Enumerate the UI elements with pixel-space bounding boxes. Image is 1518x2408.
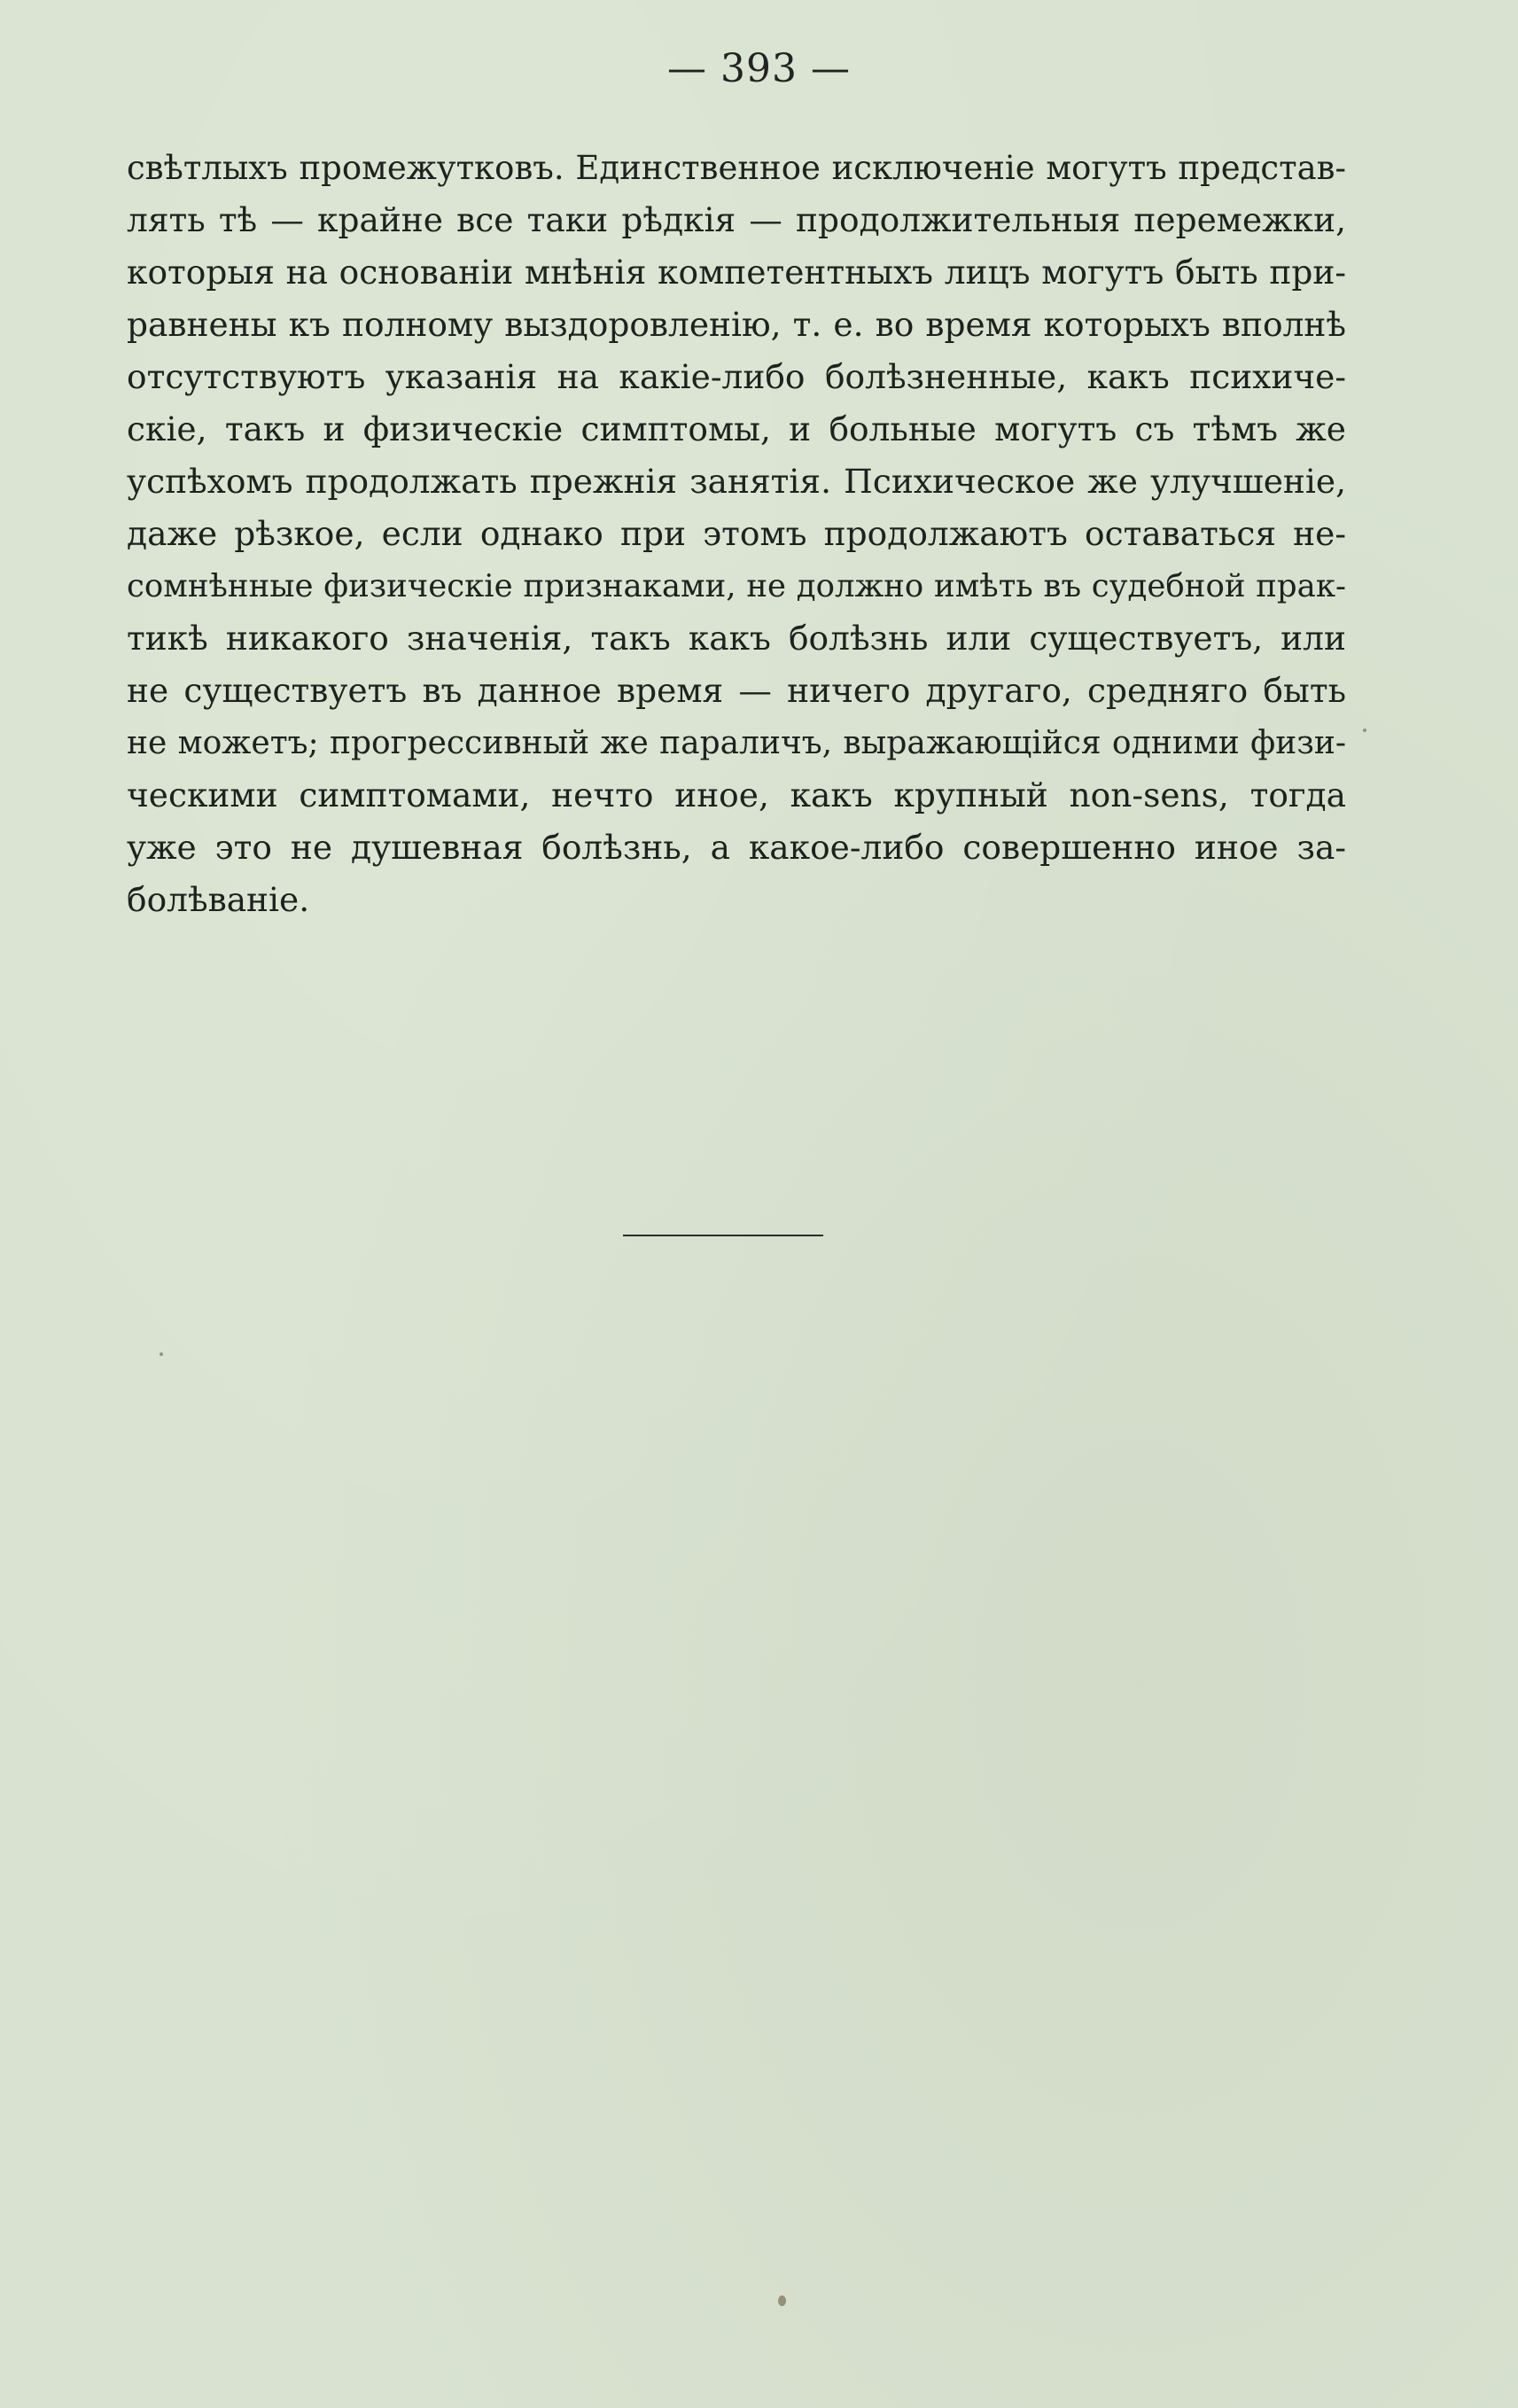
- text-line-last: болѣванiе.: [127, 880, 310, 919]
- text-line: лять тѣ — крайне все таки рѣдкiя — продолжительныя перемежки,: [127, 200, 1346, 239]
- paper-speck: [160, 1352, 163, 1356]
- text-line: ческими симптомами, нечто иное, какъ крупный non-sens, тогда: [127, 775, 1346, 814]
- text-line: скiе, такъ и физическiе симптомы, и больные могутъ съ тѣмъ же: [127, 409, 1346, 448]
- text-line: даже рѣзкое, если однако при этомъ продолжаютъ оставаться не-: [127, 514, 1346, 553]
- text-line: не можетъ; прогрессивный же параличъ, выражающiйся одними физи-: [127, 725, 1346, 761]
- text-line: свѣтлыхъ промежутковъ. Единственное исключенiе могутъ представ-: [127, 149, 1346, 187]
- text-line: сомнѣнные физическiе признаками, не должно имѣть въ судебной прак-: [127, 568, 1346, 604]
- text-line: не существуетъ въ данное время — ничего другаго, средняго быть: [127, 671, 1346, 710]
- page-number: — 393 —: [667, 46, 851, 91]
- body-paragraph: [127, 142, 1346, 926]
- text-line: тикѣ никакого значенiя, такъ какъ болѣзнь или существуетъ, или: [127, 619, 1346, 658]
- text-line: равнены къ полному выздоровленiю, т. е. во время которыхъ вполнѣ: [127, 305, 1346, 344]
- text-line: уже это не душевная болѣзнь, а какое-либо совершенно иное за-: [127, 828, 1346, 867]
- paper-speck: [1363, 729, 1366, 732]
- paper-speck: [778, 2295, 786, 2306]
- text-line: которыя на основанiи мнѣнiя компетентныхъ лицъ могутъ быть при-: [127, 253, 1346, 292]
- text-line: отсутствуютъ указанiя на какiе-либо болѣзненные, какъ психиче-: [127, 357, 1346, 396]
- section-divider-rule: [623, 1235, 823, 1236]
- text-line: успѣхомъ продолжать прежнiя занятiя. Психическое же улучшенiе,: [127, 462, 1346, 501]
